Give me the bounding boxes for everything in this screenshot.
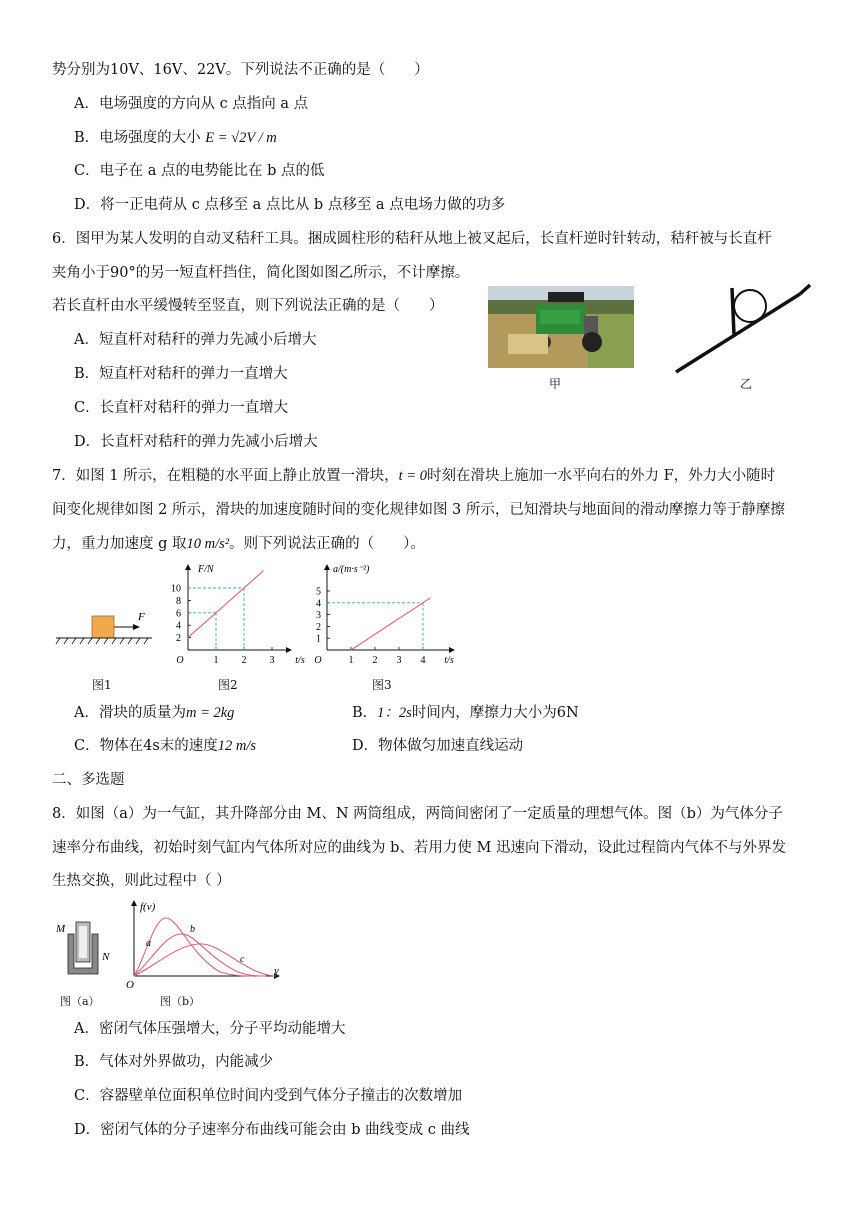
q8-option-d: D．密闭气体的分子速率分布曲线可能会由 b 曲线变成 c 曲线 — [74, 1122, 470, 1138]
photo-caption-jia: 甲 — [549, 377, 562, 391]
diagram-caption-yi: 乙 — [740, 377, 753, 391]
q7-option-a-formula: m = 2kg — [185, 705, 235, 721]
fig2-ytick-label: 2 — [176, 633, 181, 645]
q8-option-a: A．密闭气体压强增大，分子平均动能增大 — [74, 1021, 346, 1037]
fig3-y-arrow — [324, 564, 330, 570]
q7-line2: 间变化规律如图 2 所示，滑块的加速度随时间的变化规律如图 3 所示，已知滑块与地面间的滑动摩擦力等于静摩擦 — [52, 502, 785, 518]
fig2-ytick-label: 4 — [176, 620, 181, 632]
q8-line3: 生热交换，则此过程中（ ） — [52, 873, 231, 889]
section-heading: 二、多选题 — [52, 772, 125, 788]
q5-stem: 势分别为10V、16V、22V。下列说法不正确的是（ ） — [52, 62, 429, 78]
q5-option-b: B．电场强度的大小 E = √2V / m — [74, 130, 277, 146]
figa-cylinder-diagram — [54, 918, 114, 982]
q7-line3: 力，重力加速度 g 取10 m/s²。则下列说法正确的（ ）。 — [52, 536, 425, 552]
rod-diagram — [670, 280, 810, 380]
harvester-photo — [488, 286, 634, 368]
fig3-ytick-label: 3 — [316, 610, 321, 622]
fig2-caption: 图2 — [218, 678, 238, 692]
figa-label-m: M — [56, 923, 66, 935]
q7-option-d: D．物体做匀加速直线运动 — [352, 738, 524, 754]
fig2-ytick-label: 10 — [171, 583, 181, 595]
figb-curve-b-label: b — [190, 924, 195, 935]
fig2-ytick-label: 8 — [176, 595, 181, 607]
fig2-xtick-label: 1 — [213, 655, 219, 666]
q6-line3: 若长直杆由水平缓慢转至竖直，则下列说法正确的是（ ） — [52, 298, 444, 314]
q7-option-c-formula: 12 m/s — [217, 738, 257, 754]
q6-option-a: A．短直杆对秸秆的弹力先减小后增大 — [74, 332, 317, 348]
fig3-xtick-label: 4 — [420, 655, 426, 666]
fig3-x-arrow — [449, 647, 455, 653]
q7-option-c: C．物体在4s末的速度12 m/s — [74, 738, 257, 754]
fig3-ytick-label: 2 — [316, 621, 321, 633]
fig3-ytick-label: 5 — [316, 586, 321, 598]
figa-caption: 图（a） — [60, 995, 100, 1008]
figb-curve-a-label: a — [146, 938, 151, 949]
fig3-xtick-label: 2 — [372, 655, 378, 666]
fig3-ylabel: a/(m·s⁻²) — [333, 564, 370, 575]
fig2-ylabel: F/N — [198, 564, 214, 575]
fig3-ytick-label: 4 — [316, 598, 321, 610]
q8-line1: 8．如图（a）为一气缸，其升降部分由 M、N 两筒组成，两筒间密闭了一定质量的理想气体。图（b）为气体分子 — [52, 806, 783, 822]
fig3-ytick-label: 1 — [316, 633, 321, 645]
fig2-force-time-chart — [170, 560, 310, 674]
q7-option-a: A．滑块的质量为m = 2kg — [74, 705, 235, 721]
fig3-xtick-label: 1 — [348, 655, 354, 666]
q6-line2: 夹角小于90°的另一短直杆挡住，简化图如图乙所示，不计摩擦。 — [52, 265, 470, 281]
figb-xlabel: v — [274, 965, 279, 977]
figb-origin: O — [126, 979, 134, 991]
q6-option-d: D．长直杆对秸秆的弹力先减小后增大 — [74, 434, 318, 450]
q5-option-a: A．电场强度的方向从 c 点指向 a 点 — [74, 96, 309, 112]
figb-ylabel: f(v) — [140, 901, 156, 913]
fig2-xlabel: t/s — [295, 655, 305, 666]
fig3-xlabel: t/s — [444, 655, 454, 666]
figa-label-n: N — [102, 951, 110, 963]
q7-line1: 7．如图 1 所示，在粗糙的水平面上静止放置一滑块，t = 0时刻在滑块上施加一水平向右的外力 F，外力大小随时 — [52, 468, 776, 484]
q5-option-d: D．将一正电荷从 c 点移至 a 点比从 b 点移至 a 点电场力做的功多 — [74, 197, 506, 213]
fig1-block-diagram — [56, 608, 156, 648]
figb-caption: 图（b） — [160, 995, 201, 1008]
q8-line2: 速率分布曲线，初始时刻气缸内气体所对应的曲线为 b、若用力使 M 迅速向下滑动，设此过程筒内气体不与外界发 — [52, 840, 786, 856]
fig3-acceleration-time-chart — [305, 560, 465, 674]
fig1-caption: 图1 — [92, 678, 112, 692]
q8-option-c: C．容器壁单位面积单位时间内受到气体分子撞击的次数增加 — [74, 1088, 463, 1104]
fig3-xtick-label: 3 — [396, 655, 402, 666]
fig3-series-line — [351, 598, 430, 650]
fig2-series-line — [188, 571, 264, 638]
figb-speed-distribution — [124, 896, 284, 992]
fig2-xtick-label: 2 — [241, 655, 247, 666]
fig2-ytick-label: 6 — [176, 608, 181, 620]
q5-option-b-formula: E = √2V / m — [205, 130, 277, 146]
q6-line1: 6．图甲为某人发明的自动叉秸秆工具。捆成圆柱形的秸秆从地上被叉起后，长直杆逆时针转动，秸秆被与长直杆 — [52, 231, 772, 247]
fig2-x-arrow — [286, 647, 292, 653]
q6-option-b: B．短直杆对秸秆的弹力一直增大 — [74, 366, 288, 382]
q8-option-b: B．气体对外界做功，内能减少 — [74, 1054, 274, 1070]
figb-curve-c-label: c — [240, 954, 245, 965]
fig2-xtick-label: 3 — [269, 655, 275, 666]
fig3-caption: 图3 — [372, 678, 392, 692]
fig2-origin: O — [176, 655, 184, 666]
q5-option-c: C．电子在 a 点的电势能比在 b 点的低 — [74, 163, 325, 179]
q7-option-b-interval: 1：2s — [377, 705, 412, 721]
fig3-origin: O — [314, 655, 322, 666]
fig2-y-arrow — [185, 564, 191, 570]
q7-t0: t = 0 — [398, 468, 427, 484]
q7-g-value: 10 m/s² — [186, 536, 230, 552]
fig1-force-label: F — [138, 611, 145, 623]
q7-option-b: B．1：2s时间内，摩擦力大小为6N — [352, 705, 579, 721]
q6-option-c: C．长直杆对秸秆的弹力一直增大 — [74, 400, 289, 416]
